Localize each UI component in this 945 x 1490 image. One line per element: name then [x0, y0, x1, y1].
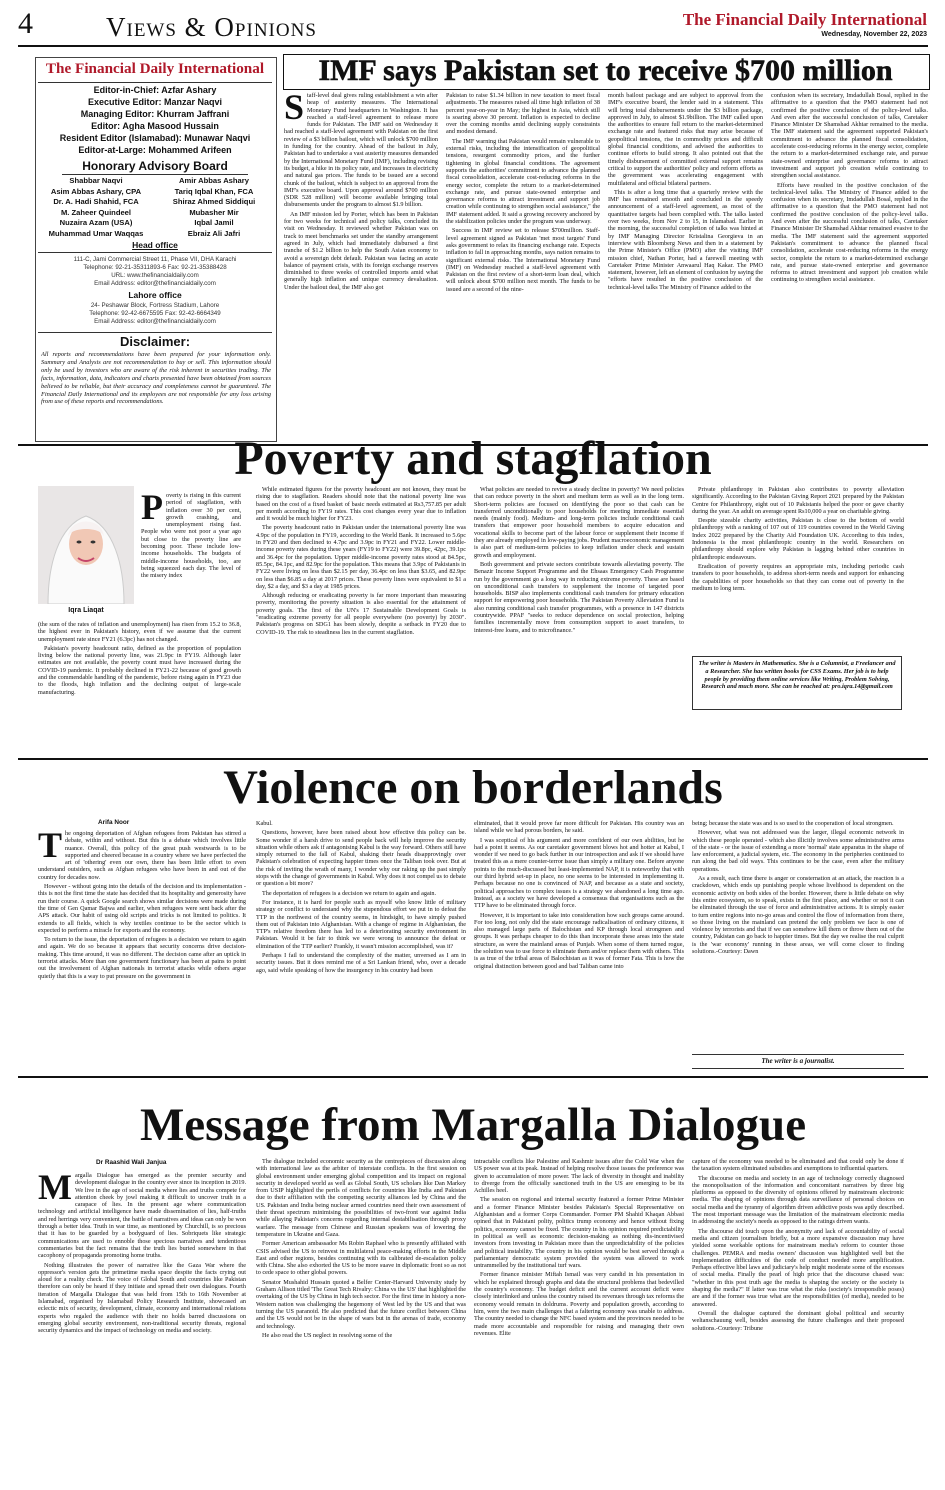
address-line: URL: www.thefinancialdaily.com — [111, 272, 199, 279]
note-rule — [692, 1068, 904, 1069]
writer-bio: The writer is Masters in Mathematics. She is a Columnist, a Freelancer and a Researcher. She has written books for CSS Exams. Her job is to help people by providing them online services like Writing, Problem Solving, Research and much more. She can be reached at: — [698, 660, 896, 691]
masthead-title: The Financial Daily International — [45, 60, 265, 77]
paragraph: Although reducing or eradicating poverty is far more important than measuring poverty, monitoring the poverty situation is also essential for the attainment of poverty goals. The first of the UN's 17 Sustainable Development Goals is "eradicating extreme poverty for all people everywhere (no poverty) by 2030". Pakistan's progress on SDG1 has been slowly, despite a setback in FY20 due to COVID-19. The risk to steadiness lies in the current stagflation. — [256, 592, 466, 636]
advisory-board-title: Honorary Advisory Board — [82, 159, 228, 173]
paragraph: While estimated figures for the poverty headcount are not known, they must be rising due to stagflation. Readers should note that the national poverty line was based on the cost of a fixed basket of basic needs estimated at Rs3,757.85 per adult per month according to FY19 rates. This cost changes every year due to inflation and it would be much higher for FY23. — [256, 486, 466, 523]
writer-email: pro.iqra.14@gmail.com — [831, 683, 893, 691]
paragraph: However, what was not addressed was the larger, illegal economic network in which these people operated - which also illicitly involves some administrative arms of the state - or the issue of extending a more 'normal' state apparatus in the shape of law enforcement, a judicial system, etc. The economy in the peripheries continued to run along the bad old ways. This continues to be the case, even after the military operations. — [692, 829, 904, 873]
paragraph: Efforts have resulted in the positive conclusion of the technical-level talks. The Ministry of Finance added to the confusion when its secretary, Imdadullah Bosal, replied in the affirmative to a question that the PMO statement had not confirmed the positive conclusion of the policy-level talks. And even after the successful conclusion of talks, Caretaker Finance Minister Dr Shamshad Akhtar remained evasive to the media. The IMF statement said the agreement supported Pakistan's commitment to advance the planned fiscal consolidation, accelerate cost-reducing reforms in the energy sector, complete the return to a market-determined exchange rate, and pursue state-owned enterprise and governance reforms to attract investment and support job creation while continuing to strengthen social assistance. — [771, 181, 928, 284]
paper-name: The Financial Daily International — [682, 10, 927, 29]
masthead-rule — [38, 82, 272, 83]
paragraph: confusion when its secretary, Imdadullah Bosal, replied in the affirmative to a question that the PMO statement had not confirmed the positive conclusion of the policy-level talks. And even after the successful conclusion of talks, Caretaker Finance Minister Dr Shamshad Akhtar remained to the media. The IMF statement said the agreement supported Pakistan's commitment to advance the planned fiscal consolidation, accelerate cost-reducing reforms in the energy sector, complete the return to a market-determined exchange rate, and pursue state-owned enterprise and governance reforms to attract investment and support job creation while continuing to strengthen social assistance. — [771, 92, 928, 180]
paragraph: (the sum of the rates of inflation and unemployment) has risen from 15.2 to 36.8, the highest ever in Pakistan's history, even if we assume that the current unemployment rate since FY21 (6.3pc) has not changed. — [38, 621, 241, 643]
paragraph: he ongoing deportation of Afghan refugees from Pakistan has stirred a debate, within and without. But this is a debate which involves little nuance. Overall, this policy of the great push westwards is to be supported and cheered because in a country where we have perfected the art of 'othering' even our own, there has been little effort to even understand outsiders, such as Afghan refugees who have been in and out of the country for decades now. — [38, 830, 246, 881]
board-member: Muhammad Umar Waqqas — [48, 228, 144, 238]
paragraph: The IMF warning that Pakistan would remain vulnerable to external risks, including the intensification of geopolitical tensions, resurgent commodity prices, and the further tightening in global financial conditions. The agreement supports the authorities' commitment to advance the planned fiscal consolidation, accelerate cost-reducing reforms in the energy sector, complete the return to a market-determined exchange rate, and pursue state-owned enterprise and governance reforms to attract investment and support job creation while continuing to strengthen social assistance," the IMF statement added. It said a growing recovery anchored by the stabilization policies under the program was underway. — [446, 137, 600, 226]
board-member: Asim Abbas Ashary, CPA — [50, 186, 142, 196]
disclaimer-rule — [38, 332, 272, 333]
board-rule — [62, 174, 248, 175]
paragraph: Eradication of poverty requires an appropriate mix, including periodic cash transfers to poor households, to address short-term needs and support for enhancing the capabilities of poor households so that they can come out of poverty in the medium to long term. — [692, 562, 904, 592]
poverty-headline: Poverty and stagflation — [234, 432, 712, 485]
paragraph: Kabul. — [256, 820, 273, 827]
paragraph: Success in IMF review set to release $700million. Staff-level agreement signed as Pakistan 'met most targets' Fund asks government to relax its financing exchange rate. Expects inflation to fall in approaching months, says nation remains to significant external risks. The International Monetary Fund (IMF) on Wednesday reached a staff-level agreement with Pakistan on the first review of a short-term loan deal, which will unlock about $700 million next month. The funds to be issued are a second of the nine- — [446, 227, 600, 293]
imf-headline: IMF says Pakistan set to receive $700 million — [318, 54, 893, 87]
author-name: Iqra Liaqat — [68, 607, 104, 614]
author-portrait-icon — [38, 486, 134, 604]
imf-dropcap: S — [284, 92, 305, 127]
paragraph: Pakistan to raise $1.34 billion in new taxation to meet fiscal adjustments. The measures raised all time high inflation of 38 percent year-on-year in May; the highest in Asia, which still is soaring above 30 percent. Inflation is expected to decline over the coming months amid declining supply constraints and modest demand. — [446, 92, 600, 136]
board-right — [156, 176, 272, 240]
paragraph: Former finance minister Miftah Ismail was very candid in his presentation in which he explained through graphs and data the structural problems that bedevilled the country's economy. The budget deficit and the current account deficit were closely interlinked and unless the country raised its revenues through tax reforms the economy would remain in doldrums. Poverty and population growth, according to him, were the two main challenges that a faltering economy was unable to address. The country needed to change the NFC based system and the provinces needed to be made more accountable and responsible for raising and managing their own revenues. Elite — [474, 1271, 684, 1337]
margalla-column-3 — [474, 1158, 684, 1482]
editor-line: Managing Editor: Khurram Jaffrani — [80, 109, 230, 119]
board-member: Dr. A. Hadi Shahid, FCA — [53, 197, 139, 207]
paragraph: This is after a long time that a quarterly review with the IMF has remained smooth and concluded in the speedy announcement of a staff-level agreement, as most of the quantitative targets had been complied with. The talks lasted over two weeks, from Nov 2 to 15, in Islamabad. Earlier in the morning, the successful completion of talks was hinted at by IMF Managing Director Kristalina Georgieva in an interview with Bloomberg News and then in a statement by the Prime Minister's Office (PMO) after the visiting IMF mission chief, Nathan Porter, had a farewell meeting with Caretaker Prime Minister Anwaarul Haq Kakar. The PMO statement, however, left an element of confusion by saying the "efforts have resulted in the positive conclusion of the technical-level talks The Ministry of Finance added to the — [608, 188, 763, 291]
board-member: Shiraz Ahmed Siddiqui — [172, 197, 256, 207]
paragraph: Former American ambassador Ms Robin Raphael who is presently affiliated with CSIS advised the US to reinvest in multilateral peace-making efforts in the Middle East and other regions, besides continuing with its calibrated de-escalation policy with China. She also exhorted the US to be more suave in diplomatic front so as not to cede space to other global powers. — [256, 1240, 466, 1277]
paragraph: The discourse did touch upon the anonymity and lack of accountability of social media and citizen journalism briefly, but a more expansive discussion may have yielded some workable options for mainstream media's reform to counter those challenges. PEMRA and media owners' discussion was highlighted well but the implementation difficulties of the code of conduct needed more amplification. Perhaps effective libel laws and judiciary's help might moderate some of the excesses of social media. Finally the pearl of high price that the discourse chased was: "whether in this post truth age the media is shaping the society or the society is shaping the media?" If latter was true what the risks (society's irresponsible poses) are and if the former was true what are the responsibilities (of media), needed to be answered. — [692, 1227, 904, 1308]
paragraph: Despite sizeable charity activities, Pakistan is close to the bottom of world philanthropy with a ranking of 107 out of 119 countries covered in the World Giving Index 2022 prepared by the Charity Aid Foundation UK. According to this index, Indonesia is the most philanthropic country in the world. Researchers on philanthropy should explore why Pakistan is lagging behind other countries in philanthropic endeavours. — [692, 517, 904, 561]
paragraph: capture of the economy was needed to be eliminated and that could only be done if the taxation system eliminated subsidies and exemptions to influential quarters. — [692, 1158, 904, 1173]
violence-column-4 — [692, 820, 904, 1052]
violence-dropcap: T — [38, 830, 63, 865]
board-member: Amir Abbas Ashary — [179, 176, 249, 185]
header-rule — [18, 45, 928, 47]
address-line: Telephone: 92-21-35311893-6 Fax: 92-21-35388428 — [83, 264, 227, 271]
paragraph: I was sceptical of his argument and more confident of our own abilities, but he had a point it seems. As our caretaker government blows hot and hotter at Kabul, I wonder if we need to go back further in our introspection and ask if we should have treated this as a mere counter-terror issue than simply a military one. Before anyone points to the much-discussed but least-implemented NAP, it is noteworthy that with our third hybrid set-up in place, no one seems to be interested in implementing it. Perhaps because no one is convinced of NAP, and because as a state and society, political approaches to complex issues is a strategy we abandoned a long time ago. Instead, as a society we have developed a consensus that organisations such as the TTP have to be eliminated through force. — [474, 836, 684, 910]
poverty-lead — [141, 492, 241, 620]
note-rule — [692, 1054, 904, 1055]
paragraph: The discourse on media and society in an age of technology correctly diagnosed the monopolisation of the information and concomitant narratives by three big platforms as opposed to the diversity of opinions offered by mainstream electronic media. The shaping of opinions through data surveillance of personal choices on social media and the tyranny of algorithm driven addictive posts was aptly described. The most important message was the limitation of the mainstream electronic media in addressing the society's needs as opposed to the ratings driven wants. — [692, 1174, 904, 1226]
board-member: M. Zaheer Quindeel — [60, 207, 132, 217]
section-title: Views & Opinions — [106, 12, 317, 42]
paragraph: An IMF mission led by Porter, which has been in Pakistan for two weeks for technical and policy talks, concluded its visit on Wednesday. It reviewed whether Pakistan was on track to meet benchmarks set under the standby arrangement agreed in July, which had immediately disbursed a first tranche of $1.2 billion to help the South Asian economy to avoid a sovereign debt default. Pakistan was facing an acute balance of payment crisis, with its foreign exchange reserves diminished to three weeks of controlled imports amid what generally high inflation and unique currency devaluation. Under the bailout deal, the IMF also got — [284, 210, 438, 291]
address-line: Email Address: editor@thefinancialdaily.com — [94, 318, 216, 325]
imf-column-2 — [446, 92, 600, 438]
disclaimer-title: Disclaimer: — [119, 334, 191, 349]
address-line: 24- Peshawar Block, Fortress Stadium, Lahore — [90, 302, 220, 309]
paragraph: As a result, each time there is anger or consternation at an attack, the reaction is a crackdown, which ends up punishing people whose livelihood is dependent on the economic activity on both sides of the border. However, there is little debate on why this entire ecosystem, so to speak, exists in the first place, and whether or not it can be eliminated through the use of force and administrative actions. It is simply easier to turn entire regions into no-go areas and control the flow of information from there, so those living on the mainland can pretend the only problem we face is one of violence by terrorists and that if we can somehow kill them or throw them out of the country, Pakistan can go back to happier times. But the day we realise the real culprit is the 'war economy' running in these areas, we will come closer to finding solutions.-Courtesy: Dawn — [692, 875, 904, 956]
paragraph: Perhaps I fail to understand the complexity of the matter, unversed as I am in security issues. But it does remind me of a Sri Lankan friend, who, over a decade ago, said while speaking of how the insurgency in his country had been — [256, 952, 466, 974]
editor-line: Executive Editor: Manzar Naqvi — [87, 97, 223, 107]
poverty-column-4 — [692, 486, 904, 646]
margalla-column-2 — [256, 1158, 466, 1482]
paragraph: He also read the US neglect in resolving some of the — [262, 1331, 393, 1339]
paragraph: To return to the issue, the deportation of refugees is a decision we return to again and again. We do so because it appears that security concerns drive decision-making. This time around, it was no different. The decision came after an uptick in terrorist attacks. More than one government functionary has been at pains to point out the involvement of Afghan nationals in terrorist attacks while others argue quietly that this is a way to put pressure on the government in — [38, 936, 246, 980]
paragraph: For instance, it is hard for people such as myself who know little of military strategy or conflict to understand why the stupendous effort we put in to defeat the TTP in the northwest of the country seems, in hindsight, to have simply pushed them out of Pakistan into Afghanistan. With a change of regime in Afghanistan, the TTP's relative freedom there has led to a deteriorating security environment in Pakistan. Would it be fair to think we were wrong to announce the defeat or elimination of the TTP earlier? Frankly, it wasn't mission accomplished, was it? — [256, 898, 466, 950]
address-line: Telephone: 92-42-6675595 Fax: 92-42-6664349 — [89, 310, 221, 317]
paragraph: overty is rising in this current period of stagflation, with inflation over 30 per cent, growth crashing, and unemployment rising fast. People who were not poor a year ago but close to the poverty line are becoming poor. These include low-income households. The budgets of middle-income households, too, are being squeezed each day. The level of the misery index — [141, 492, 241, 580]
disclaimer-text: All reports and recommendations have been prepared for your information only. Summary and Analysis are not recommendation to buy or sell. This information should only be used by investors who are aware of the risk inherent in securities trading. The facts, information, data, indicators and charts presented have been obtained from sources believed to be reliable, but their accuracy and completeness cannot be guaranteed. The Financial Daily International and its employees are not responsible for any loss arising from use of these reports and recommendations. — [41, 351, 271, 406]
paragraph: Nothing illustrates the power of narrative like the Gaza War where the oppressor's version gets the primetime media space despite the facts crying out aloud for a reality check. The voice of Global South and countries like Pakistan therefore can only be heard if they initiate and spread their own dialogues. Fourth iteration of Margalla Dialogue that was held from 15th to 16th November at Islamabad, organised by Islamabad Policy Research Institute, showcased an eclectic mix of security, development, climate, economy and international relations experts who regaled the audience with their no holds barred discussions on emerging global security environment, non-traditional security threats, regional security dynamics and the impact of technology on media and society. — [38, 1261, 246, 1335]
paragraph: Private philanthropy in Pakistan also contributes to poverty alleviation significantly. According to the Pakistan Giving Report 2021 prepared by the Pakistan Centre for Philanthropy, eight out of 10 Pakistanis helped the poor or gave charity during the year. An adult on average spent Rs10,000 a year on charitable giving. — [692, 486, 904, 515]
author-photo — [38, 486, 134, 604]
writer-bio-box — [692, 656, 902, 710]
paragraph: The deportation of refugees is a decision we return to again and again. — [262, 889, 437, 897]
issue-date: Wednesday, November 22, 2023 — [821, 31, 927, 38]
margalla-dropcap: M — [38, 1172, 72, 1207]
margalla-column-1 — [38, 1172, 246, 1482]
board-member: Ebraiz Ali Jafri — [187, 228, 241, 238]
board-member: Nuzaira Azam (USA) — [59, 218, 133, 228]
editors-list — [35, 84, 275, 156]
paragraph: However - without going into the details of the decision and its implementation - this is not the first time the state has decided that its hospitality and generosity have run their course. A quick Google search shows similar decisions were made during the time of Gen Qamar Bajwa and earlier, when refugees were sent back after the APS attack. Our habit of using old scripts and tricks is not limited to politics. It extends to all fields, which is why textiles continue to be the sector which is expected to perform a miracle for exports and the economy. — [38, 883, 246, 934]
poverty-column-2 — [256, 486, 466, 750]
editor-line: Editor-at-Large: Mohammed Arifeen — [78, 145, 232, 155]
writer-note: The writer is a journalist. — [761, 1057, 835, 1065]
board-member: Mubasher Mir — [189, 207, 239, 217]
paragraph: month bailout package and are subject to approval from the IMF's executive board, the lender said in a statement. This will bring total disbursements under the $3 billion package, approved in July, to almost $1.9billion. The IMF called upon the authorities to ensure full return to the market-determined exchange rate and featured risks that may arise because of geopolitical tensions, rise in commodity prices and difficult global financial conditions, and advised the authorities to continue efforts to build strong. It also pointed out that the timely disbursement of committed external support remains critical to support the authorities' policy and reform efforts as the government was accelerating engagement with multilateral and official bilateral partners. — [608, 92, 763, 187]
board-left — [38, 176, 154, 240]
paragraph: However, it is important to take into consideration how such groups came around. For too long, not only did the state encourage radicalisation of ordinary citizens, it also managed large parts of Balochistan and KP through local strongmen and groups. It was perhaps cheaper to do this than incorporate these areas into the state structure, as were the mainland areas of Punjab. When some of them turned rogue, the solution was to use force to eliminate them and/or replace them with others. This is as true of the tribal areas of Balochistan as it was of former Fata. This is how the original distinction between good and bad Taliban came into — [474, 911, 684, 970]
poverty-column-3 — [474, 486, 684, 750]
poverty-column-1 — [38, 621, 241, 749]
paragraph: being; because the state was and is so used to the cooperation of local strongmen. — [692, 820, 894, 827]
violence-column-1 — [38, 830, 246, 1070]
violence-headline: Violence on borderlands — [223, 761, 723, 814]
violence-column-3 — [474, 820, 684, 1070]
paragraph: The session on regional and internal security featured a former Prime Minister and a former Finance Minister besides Pakistan's Special Representative on Afghanistan and a former Corps Commander. Former PM Shahid Khaqan Abbasi opined that in Pakistani polity, politics trump economy and hence without fixing politics, economy cannot be fixed. The country in his opinion required predictability in political as well as economic decision-making as nothing dis-incentivised investors from investing in Pakistan more than the unpredictability of the policies and political instability. The country in his opinion would be best served through a parliamentary democratic system provided the system was allowed to work untrammelled by the institutional turf wars. — [474, 1196, 684, 1270]
address-line: Email Address: editor@thefinancialdaily.com — [94, 280, 216, 287]
imf-column-1 — [284, 92, 438, 438]
editor-line: Resident Editor (Islamabad): Munawar Naqvi — [59, 133, 251, 143]
editor-line: Editor: Agha Masood Hussain — [91, 121, 219, 131]
imf-column-4 — [771, 92, 928, 438]
section-rule — [18, 1076, 928, 1078]
lahore-office-title: Lahore office — [128, 290, 182, 300]
paragraph: The dialogue included economic security as the centrepieces of discussion along with international law as the arbiter of interstate conflicts. In the first session on global environment under emerging global competition and its impact on regional security in developed world as well as Global South, US scholars like Dan Markey from USIP highlighted the perils of conflicts for countries like India and Pakistan due to their affiliation with the competing security alliances led by China and the US. Pakistan and India being nuclear armed countries need their own assessment of their threat spectrum minimising the possibilities of two-front war against India while allaying Pakistan's concerns regarding internal destabilisation through proxy warfare. The message from Chinese and Russian speakers was of lowering the temperature in Ukraine and Gaza. — [256, 1158, 466, 1238]
board-member: Tariq Iqbal Khan, FCA — [174, 186, 254, 196]
page-number: 4 — [18, 7, 33, 40]
paragraph: Questions, however, have been raised about how effective this policy can be. Some wonder if a harsh drive to send people back will help improve the security situation while others ask if antagonising Kabul is the way forward. Others still have simply returned to the fall of Kabul, shaking their heads disapprovingly over Pakistan's celebration of expecting happier times once the Taliban took over. But at the risk of inviting the wrath of many, I wonder why our raking up the past simply stops with the change of governments in Kabul. Why does it not compel us to debate or question a bit more? — [256, 829, 466, 888]
head-office-title: Head office — [132, 240, 178, 250]
imf-column-3 — [608, 92, 763, 438]
board-member: Shabbar Naqvi — [69, 176, 123, 185]
paragraph: Overall the dialogue captured the dominant global political and security weltanschauung well, besides assessing the future challenges and their proposed solutions.-Courtesy: Tribune — [692, 1309, 904, 1332]
paragraph: taff-level deal gives ruling establishment a win after heap of austerity measures. The International Monetary Fund headquarters in Washington. It has reached a staff-level agreement to release more funds for Pakistan. The IMF said on Wednesday it had reached a staff-level agreement with Pakistan on the first review of a $3 billion bailout, which will unlock $700 million in funding for the country. Ahead of the bailout in July, Pakistan had to undertake a vast austerity measures demanded by the International Monetary Fund (IMF), including revising its budget, a hike in its policy rate, and increases in electricity and natural gas prices. The funds to be issued are a second chunk of the bailout, which is subject to an approval from the IMF's executive board. Upon approval around $700 million (SDR 528 million) will become available bringing total disbursements under the program to almost $1.9 billion. — [284, 92, 438, 209]
poverty-dropcap: P — [141, 492, 163, 527]
violence-column-2 — [256, 820, 466, 1070]
paragraph: Both government and private sectors contribute towards alleviating poverty. The Benazir Income Support Programme and the Ehsaas Emergency Cash Programme run by the government go a long way in reducing extreme poverty. These are based on unconditional cash transfers to supplement the income of targeted poor households. BISP also implements conditional cash transfers for primary education support for empowering poor households. The Pakistan Poverty Alleviation Fund is also running conditional cash transfer programmes, with a presence in 147 districts countrywide. PPAF "seeks to reduce dependence on social protection, helping families incrementally move from consumption support to asset transfers, to interest-free loans, and to microfinance." — [474, 560, 684, 634]
margalla-column-4 — [692, 1158, 904, 1482]
paragraph: Pakistan's poverty headcount ratio, defined as the proportion of population living below the national poverty line, was 21.9pc in FY19. Although later estimates are not available, the poverty count must have increased during the COVID-19 pandemic. It probably declined in FY21-22 because of good growth and the commendable handling of the pandemic, before rising again in FY23 due to the floods, high inflation and the declining output of large-scale manufacturing. — [38, 644, 241, 696]
office-rule — [38, 252, 272, 253]
margalla-author: Dr Raashid Wali Janjua — [96, 1159, 167, 1166]
paragraph: argalla Dialogue has emerged as the premier security and development dialogue in the country ever since its inception in 2019. We live in the age of social media where lies and truths compete for attention cheek by jowl making it difficult to uncover truth in a carapace of lies. In the present age where communication technology and artificial intelligence have made dissemination of lies, half-truths and red herrings very convenient, the battle of narratives and ideas can only be won through a better idea. Truth in war time, as mentioned by Churchill, is so precious that it has to be guarded by a bodyguard of lies. Sobriquets like strategic communications are used to ennoble those specious narratives and tendentious commentaries but the fact remains that the truth lies buried somewhere in that cacophony of propaganda promoting home truths. — [38, 1172, 246, 1260]
lahore-office-address — [35, 302, 275, 326]
head-office-address — [35, 256, 275, 288]
address-line: 111-C, Jami Commercial Street 11, Phase VII, DHA Karachi — [73, 256, 237, 263]
paragraph: Senator Mushahid Hussain quoted a Belfer Center-Harvard University study by Graham Allison titled 'The Great Tech Rivalry: China vs the US' that highlighted the overtaking of the US by China in high tech sector. For the first time in history a non-Western nation was challenging the hegemony of West led by the US and that was turning the US paranoid. He also predicted that the future conflict between China and the US would not be in the shape of wars but in the arenas of trade, economy and technology. — [256, 1278, 466, 1330]
board-member: Iqbal Jamil — [194, 218, 234, 228]
paragraph: The poverty headcount ratio in Pakistan under the international poverty line was 4.9pc of the population in FY19, according to the World Bank. It increased to 5.6pc in FY20 and then declined to 4.7pc and 3.9pc in FY21 and FY22. Lower middle-income poverty rates during these years (FY19 to FY22) were 39.8pc, 42pc, 39.1pc and 36.4pc for the population. Upper middle-income poverty rates stood at 84.5pc, 85.5pc, 84.1pc, and 82.9pc for the population. This means that 3.9pc of Pakistanis in FY22 were living on less than $2.15 per day, 36.4pc on less than $3.65, and 82.9pc on less than $6.85 a day at 2017 prices. These poverty lines were equivalent to $1 a day, $2 a day, and $3 a day at 1985 prices. — [256, 524, 466, 590]
margalla-headline: Message from Margalla Dialogue — [139, 1099, 807, 1151]
editor-line: Editor-in-Chief: Azfar Ashary — [93, 85, 217, 95]
paragraph: eliminated, that it would prove far more difficult for Pakistan. His country was an island while we had porous borders, he said. — [474, 820, 684, 835]
paragraph: What policies are needed to revive a steady decline in poverty? We need policies that can reduce poverty in the short and medium term as well as in the long term. Short-term policies are focused on identifying the poor so that cash can be transferred unconditionally to poor households for meeting immediate essential needs (mainly food). Medium- and long-term policies include conditional cash transfers that empower poor household members to acquire education and vocational skills to become part of the labour force or supplement their income if they are already employed in low-paying jobs. Prudent macroeconomic management is also part of medium-term policies to keep inflation under check and sustain growth and employment. — [474, 486, 684, 559]
violence-author: Arifa Noor — [98, 819, 130, 826]
paragraph: intractable conflicts like Palestine and Kashmir issues after the Cold War when the US power was at its peak. Instead of helping resolve those issues the preference was given to accumulation of more power. The lack of diversity in thought and inability to diverge from the officially sanctioned truth in the US are emerging to be its Achilles heel. — [474, 1158, 684, 1195]
